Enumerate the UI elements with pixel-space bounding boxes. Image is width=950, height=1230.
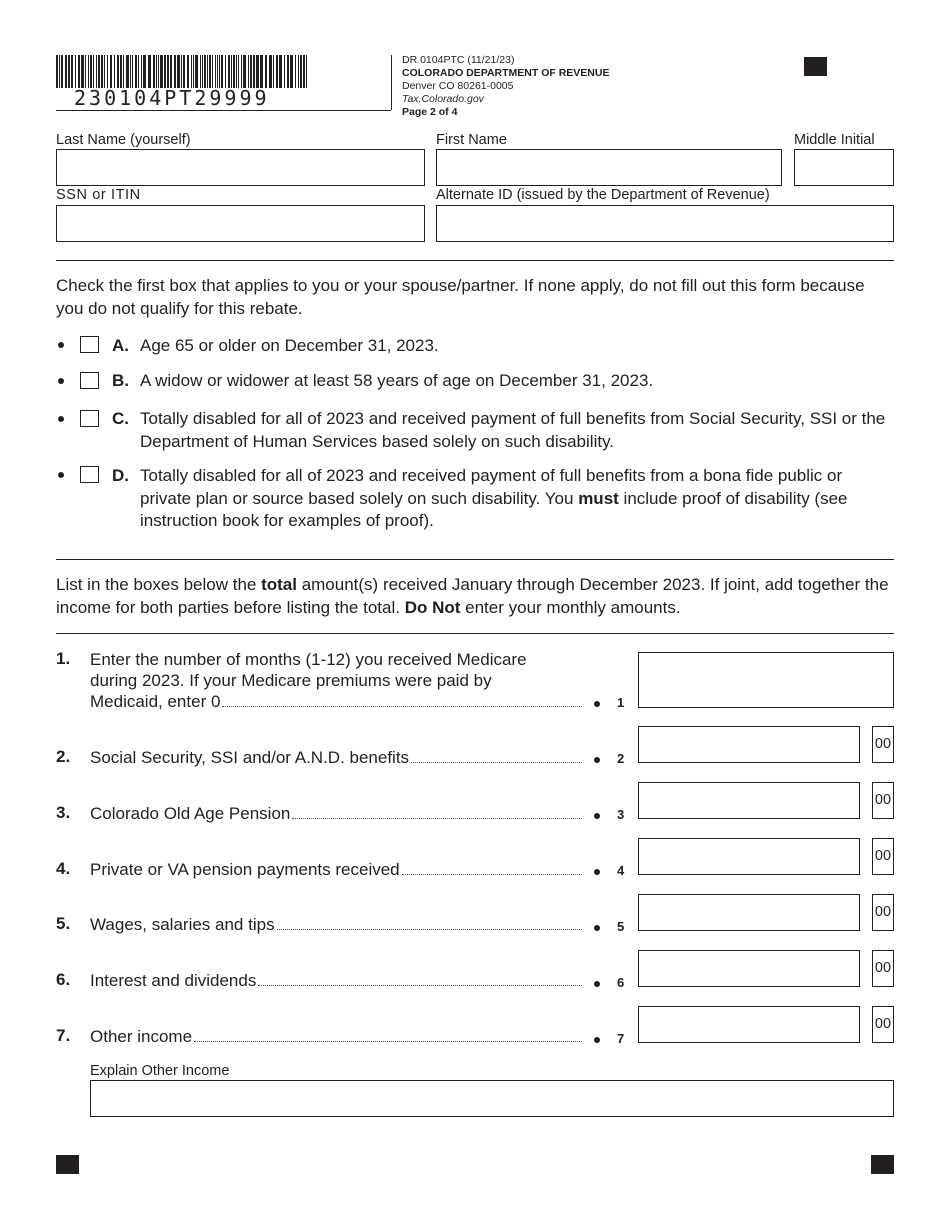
website: Tax.Colorado.gov [402, 93, 484, 105]
line-5-label: Wages, salaries and tips [90, 915, 275, 934]
line-6-input[interactable] [638, 950, 860, 987]
bullet-icon [594, 1037, 600, 1043]
first-name-label: First Name [436, 132, 507, 148]
alternate-id-field[interactable] [436, 205, 894, 242]
line-7-input[interactable] [638, 1006, 860, 1043]
option-d-text-bold: must [578, 488, 619, 508]
line-5-cents: 00 [872, 894, 894, 931]
barcode-image [56, 55, 310, 88]
line-3-ref: 3 [617, 807, 625, 822]
option-a-letter: A. [112, 336, 129, 355]
option-d [56, 465, 896, 535]
last-name-label: Last Name (yourself) [56, 132, 191, 148]
ssn-label: SSN or ITIN [56, 187, 141, 203]
option-c-letter: C. [112, 409, 129, 428]
dot-leader [222, 706, 582, 707]
option-b-text: A widow or widower at least 58 years of age on December 31, 2023. [140, 371, 654, 390]
line-2-number: 2. [56, 747, 71, 766]
bullet-icon [58, 342, 64, 348]
registration-mark-bottom-right [871, 1155, 894, 1174]
line-6-text [90, 970, 580, 991]
dot-leader [277, 929, 582, 930]
option-b-letter: B. [112, 371, 129, 390]
line-3-input[interactable] [638, 782, 860, 819]
option-a-text: Age 65 or older on December 31, 2023. [140, 336, 439, 355]
line-1-input[interactable] [638, 652, 894, 708]
line-6-label: Interest and dividends [90, 971, 257, 990]
option-d-text-1: Totally disabled for all of 2023 and received payment of full benefits from a bona fide public or private plan or source based solely on such disability. You [140, 466, 843, 508]
line-7-ref: 7 [617, 1031, 625, 1046]
line-2-leader [90, 747, 582, 768]
option-d-checkbox[interactable] [80, 466, 99, 483]
line-6-ref: 6 [617, 975, 625, 990]
line-1-text [90, 649, 580, 712]
line-2-ref: 2 [617, 751, 625, 766]
eligibility-intro: Check the first box that applies to you or your spouse/partner. If none apply, do not fill out this form because you do not qualify for this rebate. [56, 276, 865, 318]
dot-leader [411, 762, 582, 763]
option-c-text: Totally disabled for all of 2023 and received payment of full benefits from Social Security, SSI or the Department of Human Services based solely on such disability. [140, 409, 886, 451]
option-a-checkbox[interactable] [80, 336, 99, 353]
option-d-letter: D. [112, 466, 129, 485]
line-5-text [90, 914, 580, 935]
header-vertical-rule [391, 55, 392, 110]
line-3-label: Colorado Old Age Pension [90, 804, 291, 823]
bullet-icon [58, 416, 64, 422]
department-name: COLORADO DEPARTMENT OF REVENUE [402, 67, 610, 79]
bullet-icon [594, 869, 600, 875]
line-7-number: 7. [56, 1026, 71, 1045]
option-d-text-2: include proof of disability (see instruction book for examples of proof). [140, 488, 848, 530]
alternate-id-label: Alternate ID (issued by the Department of Revenue) [436, 187, 770, 203]
line-4-text [90, 859, 580, 880]
income-intro-2: amount(s) received January through December 2023. If joint, add together the income for both parties before listing the total. [56, 575, 889, 617]
line-7-text [90, 1026, 580, 1047]
barcode-number: 230104PT29999 [74, 86, 270, 110]
divider [56, 260, 894, 261]
dot-leader [292, 818, 582, 819]
line-5-leader [90, 914, 582, 935]
line-4-number: 4. [56, 859, 71, 878]
line-3-leader [90, 803, 582, 824]
line-1-text-row-1: Enter the number of months (1-12) you received Medicare [90, 650, 527, 669]
line-1-text-row-3 [90, 691, 582, 712]
dot-leader [194, 1041, 582, 1042]
income-intro-bold-1: total [261, 575, 297, 594]
dot-leader [402, 874, 582, 875]
line-2-input[interactable] [638, 726, 860, 763]
explain-other-income-field[interactable] [90, 1080, 894, 1117]
line-7-cents: 00 [872, 1006, 894, 1043]
registration-mark-top [804, 57, 827, 76]
line-4-label: Private or VA pension payments received [90, 860, 400, 879]
divider [56, 633, 894, 634]
line-6-number: 6. [56, 970, 71, 989]
line-3-cents: 00 [872, 782, 894, 819]
option-a [56, 335, 896, 359]
line-2-cents: 00 [872, 726, 894, 763]
line-4-leader [90, 859, 582, 880]
middle-initial-label: Middle Initial [794, 132, 875, 148]
line-1-text-row-3-label: Medicaid, enter 0 [90, 692, 221, 711]
income-intro-1: List in the boxes below the [56, 575, 262, 594]
bullet-icon [594, 813, 600, 819]
first-name-field[interactable] [436, 149, 782, 186]
bullet-icon [594, 925, 600, 931]
option-c-checkbox[interactable] [80, 410, 99, 427]
line-3-text [90, 803, 580, 824]
line-2-label: Social Security, SSI and/or A.N.D. benefits [90, 748, 410, 767]
explain-other-income-label: Explain Other Income [90, 1063, 230, 1079]
last-name-field[interactable] [56, 149, 425, 186]
line-5-number: 5. [56, 914, 71, 933]
bullet-icon [594, 701, 600, 707]
income-intro [56, 574, 896, 619]
bullet-icon [594, 757, 600, 763]
line-1-ref: 1 [617, 695, 625, 710]
line-4-input[interactable] [638, 838, 860, 875]
line-2-text [90, 747, 580, 768]
line-5-ref: 5 [617, 919, 625, 934]
bullet-icon [594, 981, 600, 987]
line-1-number: 1. [56, 649, 71, 668]
income-intro-bold-2: Do Not [404, 597, 461, 617]
bullet-icon [58, 378, 64, 384]
divider [56, 559, 894, 560]
line-7-label: Other income [90, 1027, 193, 1046]
option-d-text [140, 465, 890, 533]
line-5-input[interactable] [638, 894, 860, 931]
department-address: Denver CO 80261-0005 [402, 80, 514, 92]
page-number: Page 2 of 4 [402, 106, 458, 118]
income-intro-3: enter your monthly amounts. [460, 597, 681, 617]
registration-mark-bottom-left [56, 1155, 79, 1174]
dot-leader [258, 985, 582, 986]
barcode [56, 55, 310, 88]
line-6-leader [90, 970, 582, 991]
option-c [56, 408, 896, 456]
option-b-checkbox[interactable] [80, 372, 99, 389]
header-underline [56, 110, 391, 111]
ssn-field[interactable] [56, 205, 425, 242]
option-b [56, 370, 896, 394]
line-3-number: 3. [56, 803, 71, 822]
line-7-leader [90, 1026, 582, 1047]
bullet-icon [58, 472, 64, 478]
form-id: DR 0104PTC (11/21/23) [402, 54, 515, 66]
line-6-cents: 00 [872, 950, 894, 987]
line-4-ref: 4 [617, 863, 625, 878]
line-1-text-row-2: during 2023. If your Medicare premiums were paid by [90, 671, 492, 690]
middle-initial-field[interactable] [794, 149, 894, 186]
line-4-cents: 00 [872, 838, 894, 875]
